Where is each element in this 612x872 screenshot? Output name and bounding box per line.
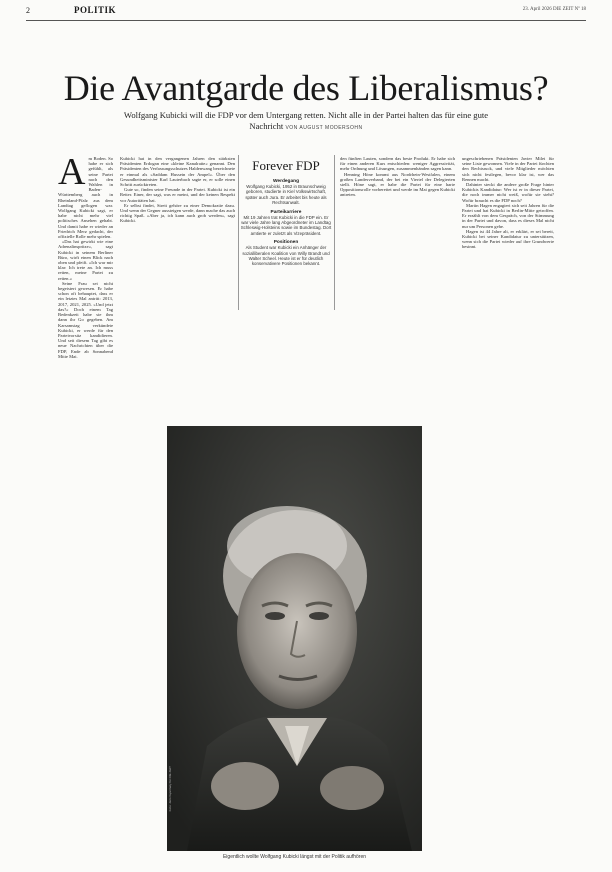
dateline: 23. April 2026 DIE ZEIT Nº 18 (522, 7, 586, 12)
headline: Die Avantgarde des Liberalismus? (63, 68, 549, 108)
column-divider (334, 155, 335, 310)
paragraph: Dahinter steckt die andere große Frage hinter Kubickis Kandidatur: Wer ist er in dieser Partei, die noch immer nicht weiß, wofür sie steht? Wofür braucht es die FDP noch? (462, 182, 554, 203)
portrait-illustration (167, 426, 422, 851)
paragraph: Seine Frau sei nicht begeistert gewesen. Er habe schon oft behauptet, dass er ein letztes Mal antritt: 2013, 2017, 2021, 2025. »Und jetzt das?« Doch einem Tag Bedenkzeit habe sie ihm dann ihr Go gegeben. Am Karsamstag verkündete Kubicki, er werde für den Parteivorsitz kandidieren. Und seit diesem Tag gibt es neue Nachrichten über die FDP, Ende ab Sonnabend Mitte Mai. (58, 280, 113, 359)
column-divider (238, 155, 239, 310)
paragraph: Er selbst findet, Streit gehöre zu einer Demokratie dazu. Und wenn der Gegner aussteigen werde, dann mache das auch richtig Spaß. »Aber ja, ich kann auch grob werden«, sagt Kubicki. (120, 202, 235, 224)
dek-text: Wolfgang Kubicki will die FDP vor dem Untergang retten. Nicht alle in der Partei halten das für eine gute Nachricht (123, 110, 489, 131)
article-column-1 (58, 156, 113, 536)
info-box-text: Wolfgang Kubicki, 1952 in Braunschweig geboren, studierte in Kiel Volkswirtschaft, später auch Jura. Er arbeitet bis heute als Rechtsanwalt. (245, 184, 327, 206)
paragraph: Kubicki hat in den vergangenen Jahren den stärksten Präsidenten Erdogan eine »kleine Kanalratte« genannt. Den Präsidenten des Verfassungsschutzes Haldenwang bezeichnete er einmal als »Saddam Hussein der Ampel«. Über den Gesundheitsminister Karl Lauterbach sagte er, er solle einen Schritt zurücktreten. (120, 156, 235, 188)
photo-caption: Eigentlich wollte Wolfgang Kubicki längst mit der Politik aufhören (222, 854, 367, 860)
info-box-heading: Werdegang (272, 179, 300, 184)
info-box (240, 158, 332, 398)
paragraph: den fünften Lauten, sondern das beste Produkt. Er habe sich für einen anderen Kurs entschieden: weniger Aggressivität, mehr Ordnung und Lösungen, zusammenhänden sagen kann. (340, 156, 455, 172)
dek (120, 110, 492, 134)
paragraph: ungeschriebenen Präsidenten Javier Milei für seine Liste gewonnen. Viele in der Partei fürchten den Rechtsruck, und viele Mitglieder möchten sich nicht festlegen, bevor klar ist, wer das Rennen macht. (462, 156, 554, 182)
paragraph: Henning Höne kommt aus Nordrhein-Westfalen, einem großen Landesverband, der bei ein Viertel der Delegierten stellt. Höne sagt, er habe die Partei für eine harte Oppositionsrolle vorbereitet und werde im Mai gegen Kubicki antreten. (340, 171, 455, 198)
paragraph: Hagen ist 44 Jahre alt, er erklärt, er sei bereit, Kubicki bei seiner Kandidatur zu unterstützen, wenn sich die Partei wieder auf ihre Grundwerte besinnt. (462, 228, 554, 250)
drop-cap: A (58, 156, 86, 193)
paragraph: Martin Hagen engagiert sich seit Jahren für die Partei und hat Kubicki in Berlin-Mitte getroffen. Er erzählt von dem Gespräch, von der Stimmung in der Partei und davon, dass es dieses Mal nicht nur um Personen gehe. (462, 202, 554, 229)
info-box-heading: Parteikarriere (270, 209, 302, 215)
photo-credit: Foto: Jens Gyarmaty für DIE ZEIT (168, 765, 172, 811)
portrait-photo (167, 426, 422, 851)
article-column-5 (462, 156, 554, 846)
paragraph: m Boden. So habe er sich gefühlt, als seine Partei nach den Wahlen in Baden-Württemberg auch in Rheinland-Pfalz aus dem Landtag geflogen war. Wolfgang Kubicki sagt, er habe nicht mehr viel politisches Ansehen gehabt. Und damit habe er wieder an Friedrich Merz gedacht, der offizielle Rolle mehr spielen. (58, 156, 113, 240)
article-column-2 (120, 156, 235, 381)
paragraph: »Das hat gewirkt wie eine Adrenalinspritze«, sagt Kubicki in seinem Berliner Büro, wirft einen Blick nach oben und pfeift. »Ich war mir klar: Ich trete an. Ich muss retten, meine Partei zu retten.« (58, 239, 113, 281)
page-header (26, 6, 586, 18)
byline: VON AUGUST MODERSOHN (285, 125, 363, 131)
paragraph: Gute so, finden seine Freunde in der Partei. Kubicki ist ein Retter. Einer, der sagt, was er meint, und der keinen Respekt vor Autoritäten hat. (120, 187, 235, 203)
info-box-heading: Positionen (273, 240, 299, 246)
info-box-text: Als Student war Kubicki ein Anhänger der sozialliberalen Koalition von Willy Brandt und Walter Scheel. Heute ist er für deutlich konservativere Positionen bekannt. (242, 245, 330, 267)
section-label: POLITIK (74, 5, 117, 15)
page-number: 2 (26, 6, 30, 15)
header-rule (26, 20, 586, 21)
info-box-text: Mit 19 Jahren trat Kubicki in die FDP ein. Er war viele Jahre lang Abgeordneter im Landtag Schleswig-Holsteins sowie im Bundestag. Dort amtierte er zuletzt als Vizepräsident. (240, 214, 332, 236)
info-box-title: Forever FDP (252, 158, 320, 173)
article-column-4 (340, 156, 455, 381)
